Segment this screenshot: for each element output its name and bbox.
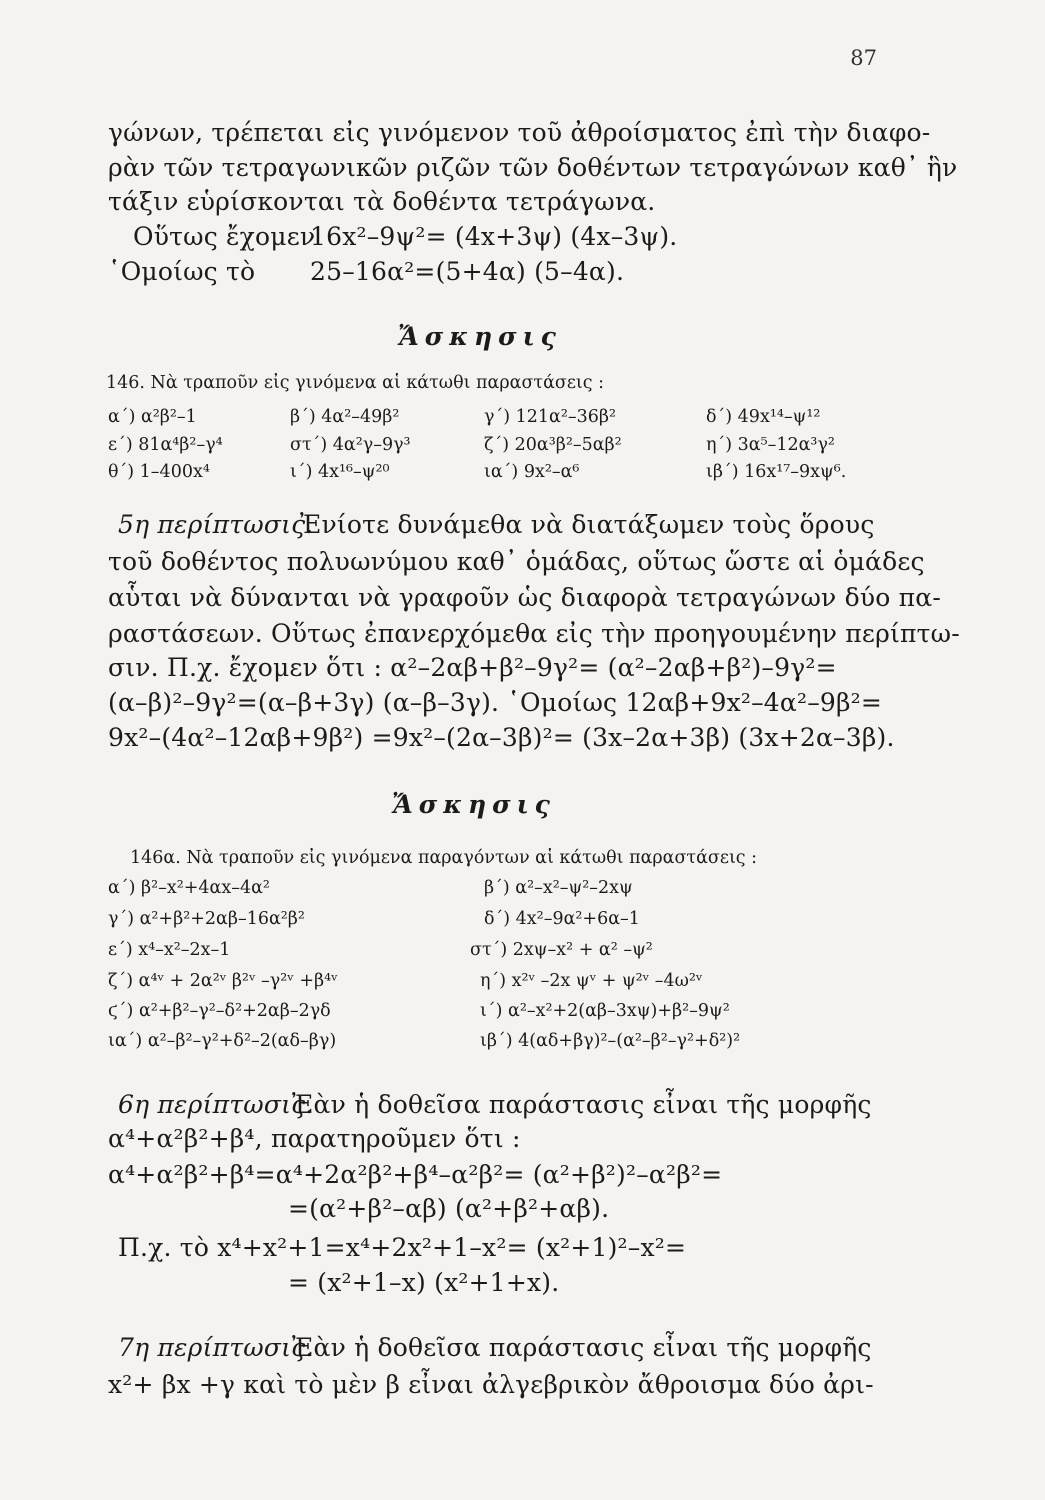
case-6-line-5: Π.χ. τὸ x⁴+x²+1=x⁴+2x²+1–x²= (x²+1)²–x²= [118, 1233, 687, 1262]
exercise-item: δ΄) 4x²–9α²+6α–1 [484, 909, 640, 929]
exercise-item: θ΄) 1–400x⁴ [108, 462, 210, 482]
exercise-item: στ΄) 2xψ–x² + α² –ψ² [470, 940, 653, 960]
exercise-item: ιβ΄) 4(αδ+βγ)²–(α²–β²–γ²+δ²)² [480, 1031, 741, 1051]
exercise-item: ια΄) α²–β²–γ²+δ²–2(αδ–βγ) [108, 1031, 337, 1051]
exercise-item: ε΄) x⁴–x²–2x–1 [108, 940, 231, 960]
exercises-heading-1: Ἄσκησις [398, 322, 562, 351]
case-6-line-3: α⁴+α²β²+β⁴=α⁴+2α²β²+β⁴–α²β²= (α²+β²)²–α²β²= [108, 1160, 723, 1189]
case-6-line-1: Ἐὰν ἡ δοθεῖσα παράστασις εἶναι τῆς μορφῆς [292, 1090, 872, 1119]
exercise-item: ια΄) 9x²–α⁶ [484, 462, 580, 482]
case-6-line-6: = (x²+1–x) (x²+1+x). [288, 1268, 560, 1297]
exercise-item: β΄) α²–x²–ψ²–2xψ [484, 878, 633, 898]
case-5-line-2: τοῦ δοθέντος πολυωνύμου καθ᾿ ὁμάδας, οὕτως ὥστε αἱ ὁμάδες [108, 547, 925, 576]
case-7-line-2: x²+ βx +γ καὶ τὸ μὲν β εἶναι ἀλγεβρικὸν ἄθροισμα δύο ἀρι- [108, 1370, 874, 1399]
case-5-line-5: σιν. Π.χ. ἔχομεν ὅτι : α²–2αβ+β²–9γ²= (α²–2αβ+β²)–9γ²= [108, 653, 837, 682]
exercise-item: στ΄) 4α²γ–9γ³ [290, 435, 411, 455]
case-5-line-3: αὗται νὰ δύνανται νὰ γραφοῦν ὡς διαφορὰ τετραγώνων δύο πα- [108, 583, 942, 612]
exercise-item: η΄) x²ᵛ –2x ψᵛ + ψ²ᵛ –4ω²ᵛ [480, 971, 703, 991]
exercise-item: ϛ΄) α²+β²–γ²–δ²+2αβ–2γδ [108, 1001, 331, 1021]
case-6-title: 6η περίπτωσις. [118, 1090, 314, 1119]
exercise-item: α΄) β²–x²+4αx–4α² [108, 878, 270, 898]
case-7-title: 7η περίπτωσις. [118, 1333, 314, 1362]
exercises-heading-2: Ἄσκησις [392, 790, 556, 819]
case-5-line-1: Ἐνίοτε δυνάμεθα νὰ διατάξωμεν τοὺς ὅρους [300, 510, 875, 539]
exercise-item: ι΄) α²–x²+2(αβ–3xψ)+β²–9ψ² [480, 1001, 730, 1021]
example-1-label: Οὕτως ἔχομεν [133, 222, 316, 251]
exercise-item: η΄) 3α⁵–12α³γ² [706, 435, 835, 455]
case-6-line-2: α⁴+α²β²+β⁴, παρατηροῦμεν ὅτι : [108, 1124, 521, 1153]
example-2-formula: 25–16α²=(5+4α) (5–4α). [310, 257, 625, 286]
exercise-item: γ΄) α²+β²+2αβ–16α²β² [108, 909, 305, 929]
exercise-item: δ΄) 49x¹⁴–ψ¹² [706, 407, 821, 427]
exercise-item: β΄) 4α²–49β² [290, 407, 400, 427]
case-7-line-1: Ἐὰν ἡ δοθεῖσα παράστασις εἶναι τῆς μορφῆς [292, 1333, 872, 1362]
example-1-formula: 16x²–9ψ²= (4x+3ψ) (4x–3ψ). [310, 222, 678, 251]
exercise-item: ε΄) 81α⁴β²–γ⁴ [108, 435, 223, 455]
example-2-label: ῾Ομοίως τὸ [108, 257, 256, 286]
exercise-item: α΄) α²β²–1 [108, 407, 197, 427]
case-5-line-4: ραστάσεων. Οὕτως ἐπανερχόμεθα εἰς τὴν προηγουμένην περίπτω- [108, 619, 960, 648]
page-number: 87 [850, 46, 877, 70]
exercise-item: γ΄) 121α²–36β² [484, 407, 616, 427]
case-5-title: 5η περίπτωσις. [118, 510, 314, 539]
exercise-146-intro: 146. Νὰ τραποῦν εἰς γινόμενα αἱ κάτωθι παραστάσεις : [106, 373, 605, 393]
exercise-146a-intro: 146α. Νὰ τραποῦν εἰς γινόμενα παραγόντων αἱ κάτωθι παραστάσεις : [130, 848, 758, 868]
exercise-item: ζ΄) α⁴ᵛ + 2α²ᵛ β²ᵛ –γ²ᵛ +β⁴ᵛ [108, 971, 338, 991]
intro-line-1: γώνων, τρέπεται εἰς γινόμενον τοῦ ἀθροίσματος ἐπὶ τὴν διαφο- [108, 118, 931, 147]
exercise-item: ιβ΄) 16x¹⁷–9xψ⁶. [706, 462, 847, 482]
case-6-line-4: =(α²+β²–αβ) (α²+β²+αβ). [288, 1194, 610, 1223]
intro-line-2: ρὰν τῶν τετραγωνικῶν ριζῶν τῶν δοθέντων τετραγώνων καθ᾿ ἣν [108, 153, 958, 182]
exercise-item: ι΄) 4x¹⁶–ψ²⁰ [290, 462, 390, 482]
case-5-line-6: (α–β)²–9γ²=(α–β+3γ) (α–β–3γ). ῾Ομοίως 12αβ+9x²–4α²–9β²= [108, 688, 883, 717]
intro-line-3: τάξιν εὑρίσκονται τὰ δοθέντα τετράγωνα. [108, 187, 656, 216]
case-5-line-7: 9x²–(4α²–12αβ+9β²) =9x²–(2α–3β)²= (3x–2α+3β) (3x+2α–3β). [108, 723, 895, 752]
exercise-item: ζ΄) 20α³β²–5αβ² [484, 435, 622, 455]
